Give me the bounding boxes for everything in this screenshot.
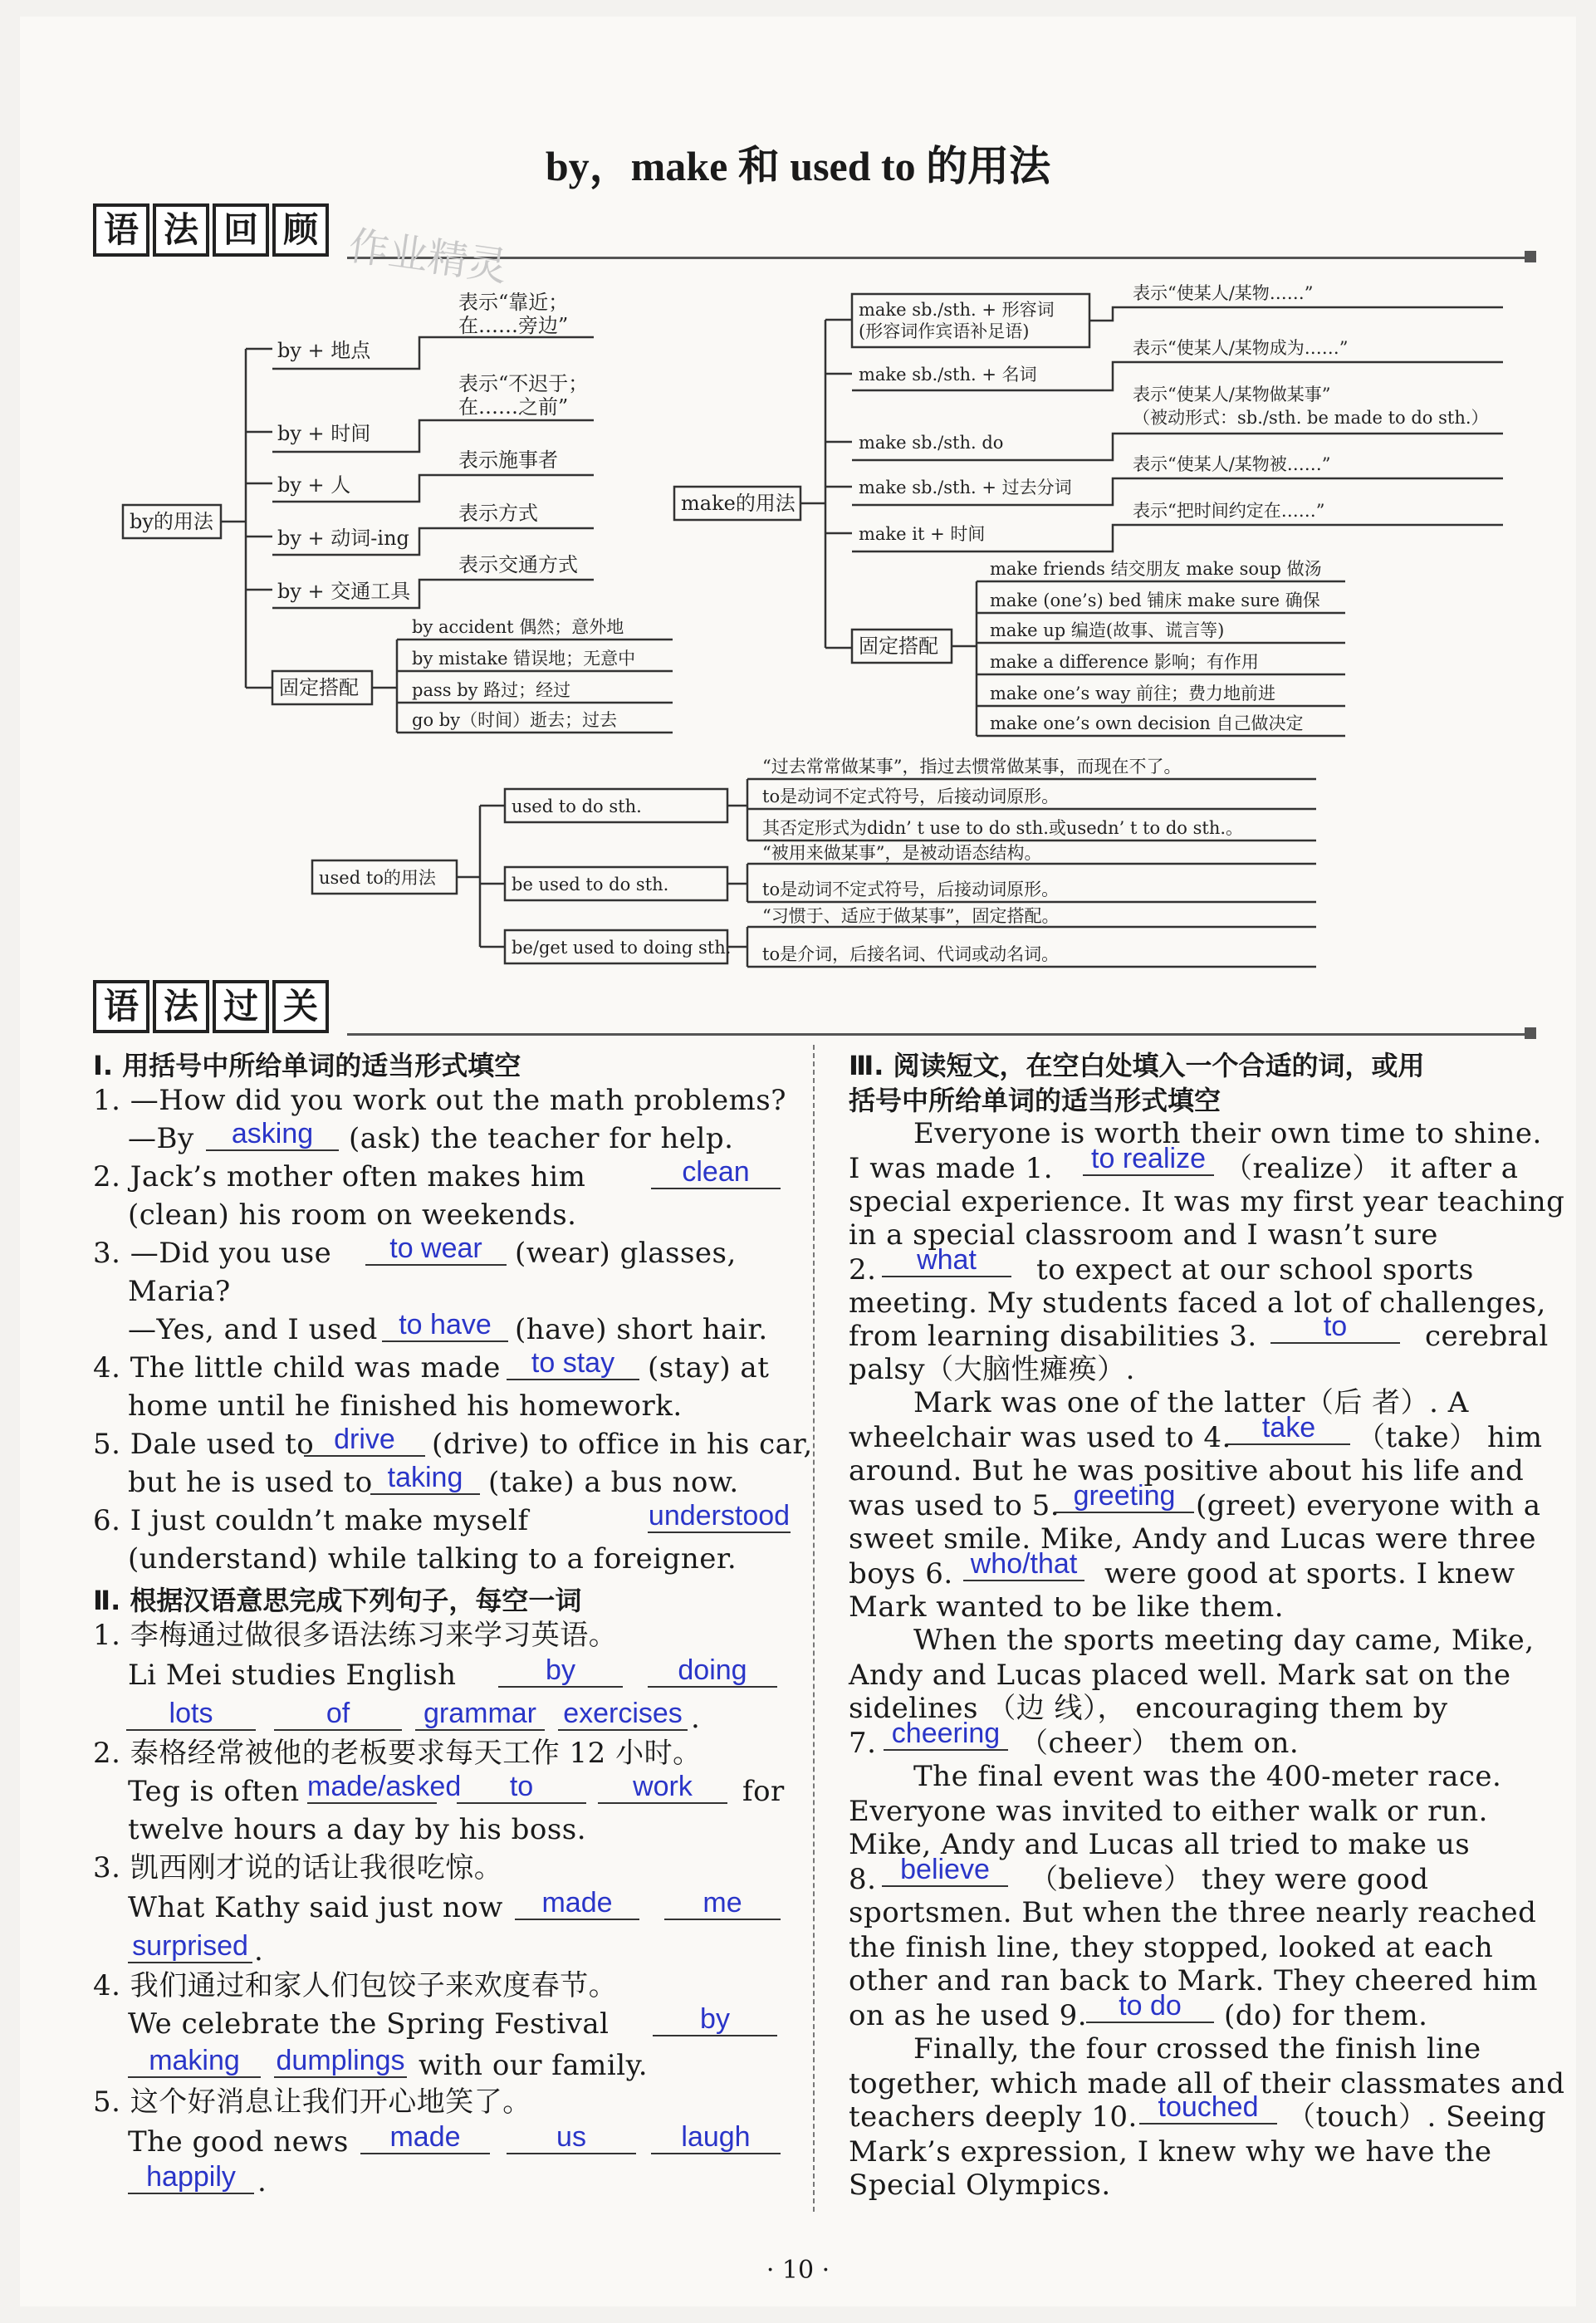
p3-line: boys 6.: [849, 1557, 953, 1590]
by-desc: 表示“不迟于；: [458, 372, 589, 395]
used-desc: 其否定形式为didn’ t use to do sth.或usedn’ t to do sth.。: [762, 818, 1244, 838]
answer-blank: clean: [651, 1156, 781, 1189]
p1-q3c: Maria?: [128, 1275, 231, 1308]
make-root-label: make的用法: [681, 492, 796, 515]
by-item: by + 交通工具: [277, 580, 411, 603]
p3-line: the finish line, they stopped, looked at each: [849, 1931, 1494, 1964]
header-char: 法: [153, 980, 209, 1033]
p1-q5a: 5. Dale used to: [93, 1428, 315, 1461]
p2-q4-en: We celebrate the Spring Festival: [128, 2007, 610, 2041]
p3-line: to expect at our school sports: [1036, 1253, 1474, 1286]
answer-blank: touched: [1139, 2091, 1277, 2125]
answer-blank: making: [128, 2045, 261, 2078]
header-char: 过: [213, 980, 269, 1033]
p3-line: in a special classroom and I wasn’t sure: [849, 1218, 1438, 1252]
used-root-label: used to的用法: [319, 868, 436, 888]
p3-line: Finally, the four crossed the finish line: [913, 2032, 1481, 2066]
p3-line: Mike, Andy and Lucas all tried to make us: [849, 1828, 1471, 1861]
answer-blank: take: [1227, 1412, 1350, 1445]
by-desc: 表示施事者: [458, 448, 558, 472]
p1-q1a: 1. —How did you work out the math problems?: [93, 1084, 786, 1117]
by-item: by + 地点: [277, 339, 371, 362]
p1-q4a: 4. The little child was made: [93, 1351, 501, 1384]
header-square-icon: [1525, 1027, 1536, 1039]
p2-q1-en: Li Mei studies English: [128, 1659, 457, 1692]
p3-line: 2.: [849, 1253, 877, 1286]
answer-blank: to realize: [1083, 1143, 1214, 1176]
answer-blank: surprised: [128, 1930, 252, 1963]
used-desc: “被用来做某事”，是被动语态结构。: [762, 843, 1042, 863]
p3-line: （touch）. Seeing: [1287, 2100, 1547, 2134]
column-divider: [813, 1045, 815, 2212]
answer-blank: drive: [304, 1424, 425, 1457]
used-desc: to是动词不定式符号，后接动词原形。: [762, 787, 1060, 806]
p1-q4b: (stay) at: [648, 1351, 770, 1384]
answer-blank: to: [1270, 1311, 1400, 1344]
page-number: · 10 ·: [766, 2256, 830, 2285]
p3-line: (do) for them.: [1224, 1999, 1428, 2032]
p2-q3-en: What Kathy said just now: [128, 1891, 503, 1924]
p1-q5c: but he is used to: [128, 1466, 373, 1499]
p3-line: The final event was the 400-meter race.: [913, 1760, 1502, 1793]
by-desc: 表示方式: [458, 502, 538, 525]
make-desc: 表示“把时间约定在……”: [1133, 501, 1325, 521]
make-item: make sb./sth. do: [859, 433, 1004, 453]
p2-q2-end: twelve hours a day by his boss.: [128, 1813, 587, 1846]
make-item: make sb./sth. + 名词: [859, 365, 1037, 385]
p3-line: (greet) everyone with a: [1196, 1489, 1541, 1522]
answer-blank: us: [507, 2121, 636, 2154]
make-fixed: make (one’s) bed 铺床 make sure 确保: [990, 591, 1320, 610]
answer-blank: asking: [206, 1118, 339, 1151]
p3-line: Mark was one of the latter（后 者）. A: [913, 1386, 1469, 1419]
make-item: 固定搭配: [859, 635, 938, 658]
header-char: 顾: [272, 203, 329, 257]
make-desc: 表示“使某人/某物成为……”: [1133, 338, 1349, 358]
by-root-label: by的用法: [130, 510, 213, 533]
p2-q2-en: Teg is often: [128, 1775, 300, 1808]
answer-blank: to do: [1086, 1990, 1214, 2023]
p3-line: 7.: [849, 1727, 877, 1760]
make-fixed: make friends 结交朋友 make soup 做汤: [990, 559, 1322, 579]
by-item: by + 人: [277, 473, 351, 497]
answer-blank: lots: [126, 1698, 256, 1731]
p1-q2b: (clean) his room on weekends.: [128, 1198, 577, 1232]
p3-line: When the sports meeting day came, Mike,: [913, 1624, 1535, 1657]
p1-q6a: 6. I just couldn’t make myself: [93, 1504, 529, 1537]
by-desc: 在……之前”: [458, 395, 569, 419]
answer-blank: me: [664, 1887, 781, 1920]
page-title: by，make 和 used to 的用法: [545, 143, 1051, 189]
make-desc: （被动形式：sb./sth. be made to do sth.）: [1133, 408, 1489, 428]
make-fixed: make a difference 影响；有作用: [990, 652, 1259, 672]
answer-blank: of: [274, 1698, 402, 1731]
used-desc: “过去常常做某事”，指过去惯常做某事，而现在不了。: [762, 757, 1182, 777]
answer-blank: understood: [648, 1500, 791, 1532]
p3-line: （cheer） them on.: [1020, 1727, 1300, 1760]
header-char: 回: [213, 203, 269, 257]
make-fixed: make up 编造(故事、谎言等): [990, 620, 1225, 640]
used-item: be used to do sth.: [512, 875, 669, 894]
answer-blank: work: [598, 1771, 727, 1804]
p2-q5-cn: 5. 这个好消息让我们开心地笑了。: [93, 2085, 531, 2119]
by-fixed: go by（时间）逝去；过去: [412, 710, 618, 730]
p3-line: 8.: [849, 1863, 877, 1896]
answer-blank: made/asked: [307, 1771, 462, 1802]
p1-q3e: (have) short hair.: [515, 1313, 768, 1346]
answer-blank: made: [360, 2121, 490, 2154]
answer-blank: to wear: [365, 1233, 507, 1266]
p3-line: teachers deeply 10.: [849, 2100, 1138, 2134]
p1-q3a: 3. —Did you use: [93, 1237, 332, 1270]
by-item: by + 动词-ing: [277, 527, 409, 550]
make-fixed: make one’s way 前往；费力地前进: [990, 684, 1276, 703]
answer-blank: grammar: [415, 1698, 545, 1731]
answer-blank: exercises: [558, 1698, 688, 1731]
p1-q5b: (drive) to office in his car,: [432, 1428, 813, 1461]
make-desc: 表示“使某人/某物被……”: [1133, 454, 1331, 474]
p3-line: sidelines （边 线）， encouraging them by: [849, 1692, 1448, 1725]
answer-blank: dumplings: [274, 2045, 407, 2078]
p3-line: together, which made all of their classmates and: [849, 2067, 1565, 2100]
p1-q5d: (take) a bus now.: [488, 1466, 739, 1499]
p1-q4c: home until he finished his homework.: [128, 1389, 683, 1423]
p2-q2-for: for: [742, 1775, 785, 1808]
answer-blank: to stay: [507, 1347, 639, 1380]
p3-line: （realize） it after a: [1224, 1152, 1519, 1185]
answer-blank: to: [457, 1771, 586, 1804]
p2-q4-cn: 4. 我们通过和家人们包饺子来欢度春节。: [93, 1969, 618, 2002]
p3-line: sweet smile. Mike, Andy and Lucas were three: [849, 1522, 1536, 1556]
by-desc: 表示“靠近；: [458, 291, 569, 314]
answer-blank: to have: [382, 1309, 508, 1342]
answer-blank: by: [653, 2003, 777, 2036]
watermark: 作业精灵: [345, 222, 511, 292]
make-item: make sb./sth. + 形容词: [859, 300, 1055, 320]
header-rule: [347, 1033, 1531, 1036]
make-item: (形容词作宾语补足语): [859, 321, 1030, 341]
p2-q3-cn: 3. 凯西刚才说的话让我很吃惊。: [93, 1851, 503, 1884]
section-header-practice: [93, 980, 329, 1033]
header-char: 语: [93, 203, 149, 257]
p3-line: Mark wanted to be like them.: [849, 1590, 1285, 1624]
by-item: 固定搭配: [279, 676, 359, 699]
p3-line: palsy（大脑性瘫痪）.: [849, 1353, 1135, 1386]
p3-line: meeting. My students faced a lot of challenges,: [849, 1286, 1546, 1320]
p3-line: Mark’s expression, I knew why we have the: [849, 2135, 1492, 2169]
used-desc: “习惯于、适应于做某事”，固定搭配。: [762, 906, 1060, 926]
p3-line: I was made 1.: [849, 1152, 1054, 1185]
p2-q4-end: with our family.: [419, 2049, 649, 2082]
p2-q1-cn: 1. 李梅通过做很多语法练习来学习英语。: [93, 1619, 618, 1652]
answer-blank: laugh: [651, 2121, 781, 2154]
answer-blank: believe: [882, 1854, 1008, 1887]
header-char: 语: [93, 980, 149, 1033]
period: .: [691, 1702, 701, 1735]
p3-line: Special Olympics.: [849, 2169, 1111, 2202]
make-desc: 表示“使某人/某物做某事”: [1133, 385, 1331, 404]
answer-blank: made: [515, 1887, 639, 1920]
p3-line: from learning disabilities 3.: [849, 1320, 1257, 1353]
p3-line: on as he used 9.: [849, 1999, 1088, 2032]
p3-line: around. But he was positive about his life and: [849, 1454, 1525, 1487]
period: .: [257, 2165, 267, 2198]
p3-line: （believe） they were good: [1030, 1863, 1429, 1896]
used-desc: to是介词，后接名词、代词或动名词。: [762, 944, 1060, 964]
header-char: 法: [153, 203, 209, 257]
answer-blank: doing: [648, 1654, 777, 1688]
answer-blank: by: [498, 1654, 623, 1688]
p3-line: Everyone was invited to either walk or run.: [849, 1795, 1488, 1828]
p3-line: special experience. It was my first year teaching: [849, 1185, 1565, 1218]
part3-heading-2: 括号中所给单词的适当形式填空: [849, 1085, 1221, 1116]
part1-heading: Ⅰ. 用括号中所给单词的适当形式填空: [93, 1050, 521, 1081]
by-desc: 表示交通方式: [458, 553, 578, 576]
answer-blank: who/that: [963, 1548, 1084, 1581]
used-item: used to do sth.: [512, 796, 642, 816]
by-fixed: by accident 偶然；意外地: [412, 617, 624, 637]
p1-q1b: —By: [128, 1122, 194, 1155]
header-char: 关: [272, 980, 329, 1033]
by-desc: 在……旁边”: [458, 314, 569, 337]
answer-blank: cheering: [884, 1718, 1008, 1751]
answer-blank: taking: [370, 1462, 480, 1495]
p3-line: sportsmen. But when the three nearly reached: [849, 1896, 1537, 1929]
period: .: [254, 1934, 264, 1968]
by-item: by + 时间: [277, 422, 371, 445]
used-desc: to是动词不定式符号，后接动词原形。: [762, 880, 1060, 899]
answer-blank: greeting: [1055, 1480, 1194, 1513]
by-fixed: by mistake 错误地；无意中: [412, 649, 636, 669]
make-item: make it + 时间: [859, 524, 986, 544]
answer-blank: what: [882, 1244, 1011, 1277]
grammar-mind-map: [0, 0, 1596, 997]
p1-q2a: 2. Jack’s mother often makes him: [93, 1160, 586, 1193]
p2-q2-cn: 2. 泰格经常被他的老板要求每天工作 12 小时。: [93, 1737, 702, 1770]
p3-line: were good at sports. I knew: [1104, 1557, 1515, 1590]
p1-q1c: (ask) the teacher for help.: [349, 1122, 734, 1155]
make-fixed: make one’s own decision 自己做决定: [990, 713, 1304, 733]
p1-q3b: (wear) glasses,: [515, 1237, 737, 1270]
p3-line: Andy and Lucas placed well. Mark sat on the: [849, 1659, 1511, 1692]
part2-heading: Ⅱ. 根据汉语意思完成下列句子，每空一词: [93, 1585, 582, 1616]
p3-line: other and ran back to Mark. They cheered him: [849, 1964, 1539, 1997]
p3-line: Everyone is worth their own time to shine.: [913, 1117, 1542, 1150]
used-item: be/get used to doing sth.: [512, 938, 732, 958]
p1-q6b: (understand) while talking to a foreigner.: [128, 1542, 737, 1576]
p3-line: was used to 5.: [849, 1489, 1060, 1522]
answer-blank: happily: [128, 2161, 254, 2194]
p1-q3d: —Yes, and I used: [128, 1313, 378, 1346]
by-fixed: pass by 路过；经过: [412, 680, 571, 700]
make-desc: 表示“使某人/某物……”: [1133, 283, 1314, 303]
p3-line: （take） him: [1357, 1421, 1543, 1454]
part3-heading-1: Ⅲ. 阅读短文，在空白处填入一个合适的词，或用: [849, 1050, 1425, 1081]
make-item: make sb./sth. + 过去分词: [859, 478, 1072, 497]
p3-line: cerebral: [1425, 1320, 1549, 1353]
p3-line: wheelchair was used to 4.: [849, 1421, 1231, 1454]
p2-q5-en: The good news: [128, 2125, 349, 2159]
